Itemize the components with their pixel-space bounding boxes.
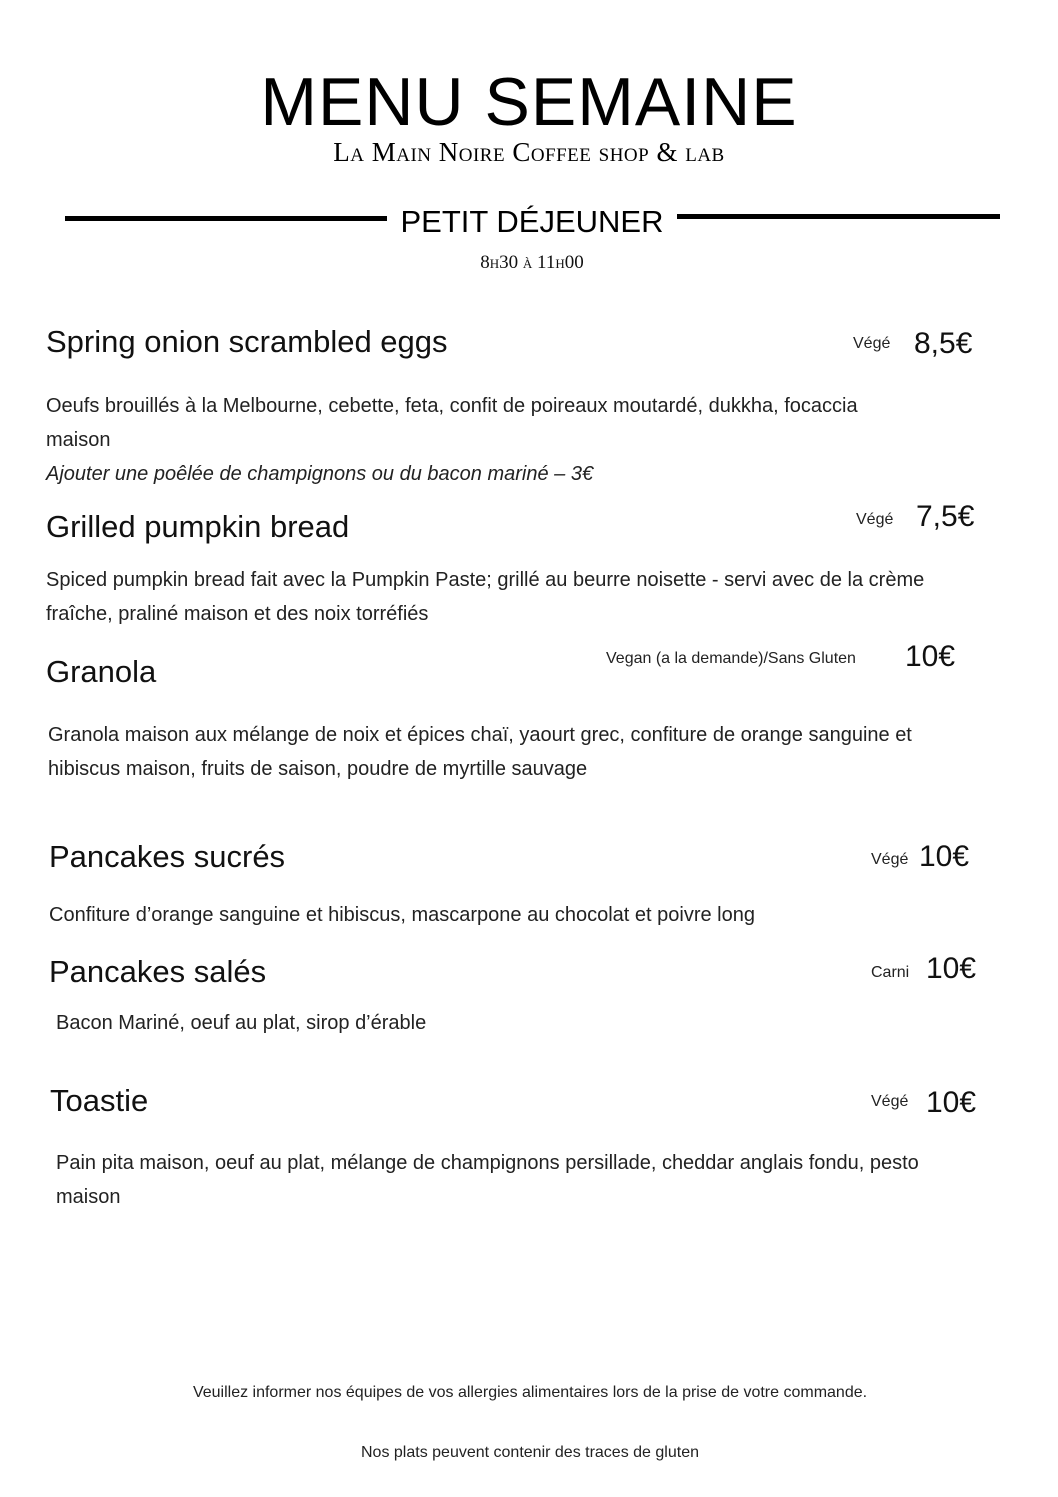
item-price: 10€ bbox=[905, 640, 956, 673]
item-description: Confiture d’orange sanguine et hibiscus, mascarpone au chocolat et poivre long bbox=[49, 904, 755, 926]
section-title: PETIT DÉJEUNER bbox=[400, 204, 664, 239]
footer-gluten-note: Nos plats peuvent contenir des traces de gluten bbox=[361, 1444, 699, 1461]
item-price: 10€ bbox=[919, 840, 970, 873]
page-subtitle: La Main Noire Coffee shop & lab bbox=[333, 137, 725, 167]
item-tag: Vegan (a la demande)/Sans Gluten bbox=[606, 650, 856, 667]
item-description: Bacon Mariné, oeuf au plat, sirop d’érable bbox=[56, 1012, 427, 1034]
item-name: Pancakes salés bbox=[49, 954, 267, 989]
item-tag: Végé bbox=[871, 1093, 909, 1110]
item-tag: Végé bbox=[853, 335, 891, 352]
footer-allergy-note: Veuillez informer nos équipes de vos allergies alimentaires lors de la prise de votre commande. bbox=[192, 1384, 868, 1401]
section-rule-right bbox=[677, 214, 1000, 219]
item-description: Pain pita maison, oeuf au plat, mélange de champignons persillade, cheddar anglais fondu, pesto maison bbox=[56, 1152, 919, 1208]
item-description: Granola maison aux mélange de noix et épices chaï, yaourt grec, confiture de orange sanguine et hibiscus maison, fruits de saison, poudre de myrtille sauvage bbox=[48, 724, 912, 780]
item-name: Pancakes sucrés bbox=[49, 839, 286, 874]
section-rule-left bbox=[65, 216, 387, 221]
item-name: Grilled pumpkin bread bbox=[46, 509, 350, 544]
item-name: Granola bbox=[46, 654, 157, 689]
item-name: Toastie bbox=[50, 1083, 149, 1118]
page-title: MENU SEMAINE bbox=[260, 64, 798, 140]
item-tag: Végé bbox=[871, 851, 909, 868]
item-tag: Carni bbox=[871, 964, 910, 981]
item-name: Spring onion scrambled eggs bbox=[46, 324, 448, 359]
section-hours: 8h30 à 11h00 bbox=[480, 252, 584, 273]
item-description: Oeufs brouillés à la Melbourne, cebette, feta, confit de poireaux moutardé, dukkha, focaccia maison bbox=[46, 395, 858, 451]
item-price: 10€ bbox=[926, 1086, 977, 1119]
item-price: 10€ bbox=[926, 952, 977, 985]
item-extra: Ajouter une poêlée de champignons ou du bacon mariné – 3€ bbox=[46, 463, 594, 485]
item-price: 8,5€ bbox=[914, 327, 973, 360]
item-description: Spiced pumpkin bread fait avec la Pumpkin Paste; grillé au beurre noisette - servi avec de la crème fraîche, praliné maison et des noix torréfiés bbox=[46, 569, 925, 625]
item-price: 7,5€ bbox=[916, 500, 975, 533]
item-tag: Végé bbox=[856, 511, 894, 528]
